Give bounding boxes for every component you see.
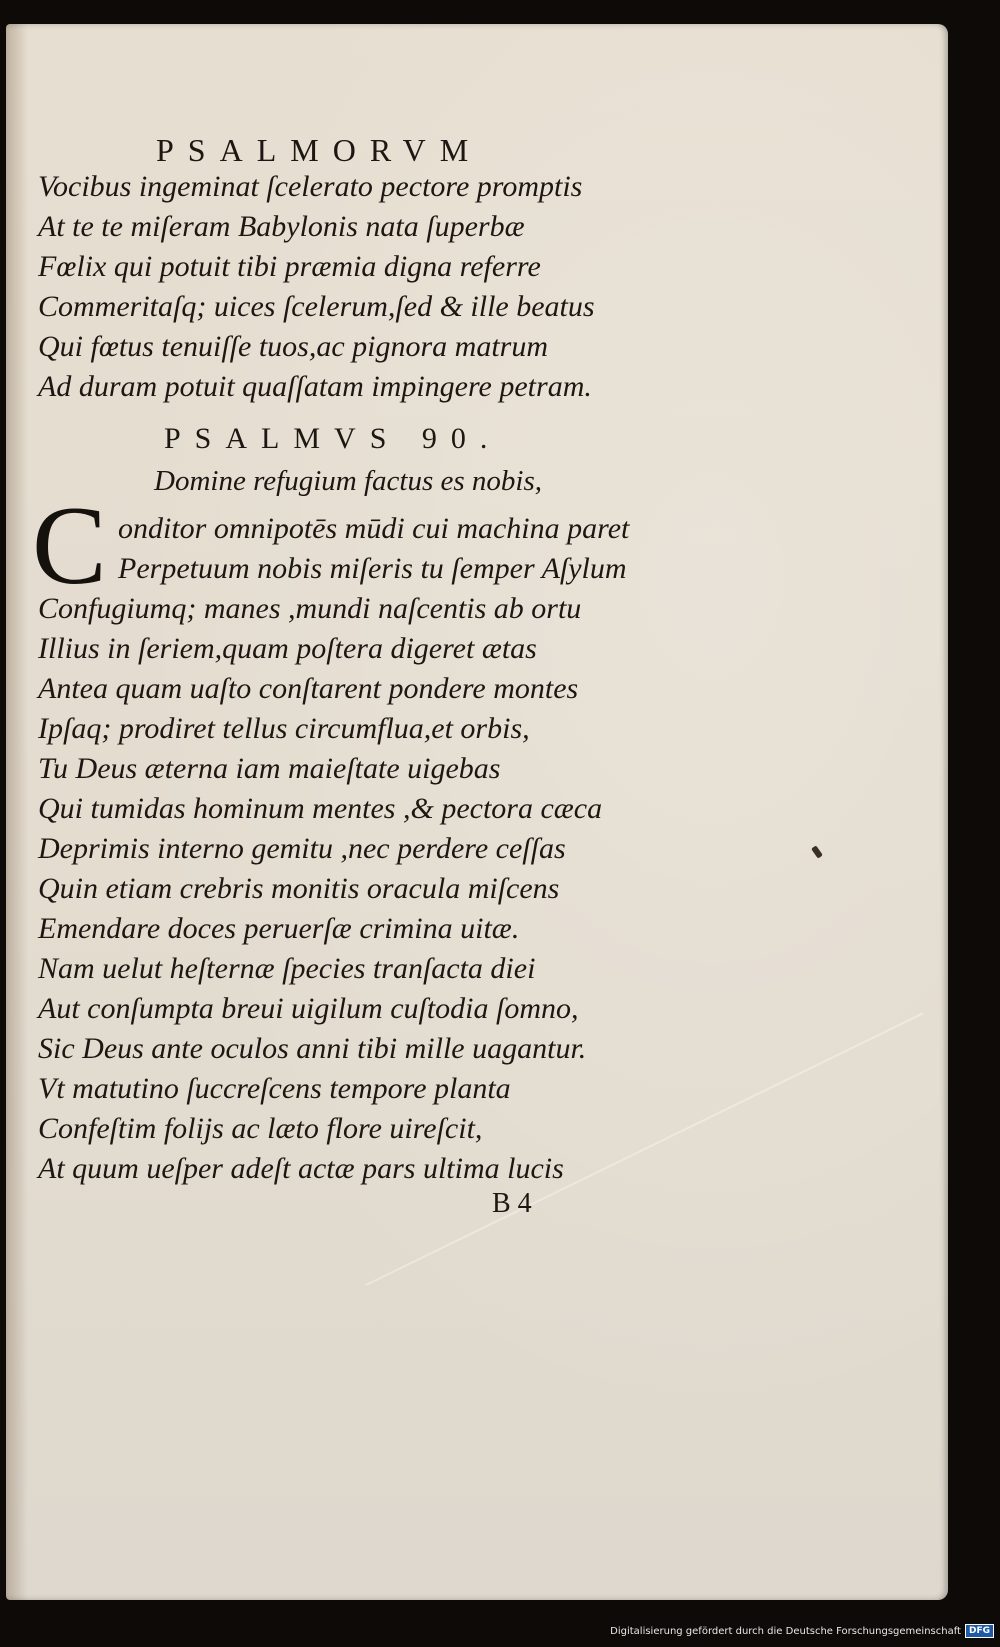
text-line: Ad duram potuit quaſſatam impingere petram. [38,370,592,403]
text-line: At quum ueſper adeſt actæ pars ultima lucis [38,1152,564,1185]
text-line: Nam uelut heſternæ ſpecies tranſacta diei [38,952,536,985]
text-line: Confugiumq; manes ,mundi naſcentis ab ortu [38,592,582,625]
text-line: Vt matutino ſuccreſcens tempore planta [38,1072,511,1105]
text-line: Qui fœtus tenuiſſe tuos,ac pignora matrum [38,330,548,363]
dfg-logo: DFG [965,1624,994,1638]
footer-text: Digitalisierung gefördert durch die Deutsche Forschungsgemeinschaft [610,1625,961,1637]
text-line: Ipſaq; prodiret tellus circumflua,et orbis, [38,712,530,745]
text-line: Vocibus ingeminat ſcelerato pectore promptis [38,170,583,203]
text-line: Perpetuum nobis miſeris tu ſemper Aſylum [118,552,627,585]
text-line: At te te miſeram Babylonis nata ſuperbæ [38,210,525,243]
psalm-incipit: Domine refugium factus es nobis, [154,465,542,497]
book-page [6,24,948,1600]
text-line: Tu Deus æterna iam maieſtate uigebas [38,752,501,785]
running-head: PSALMORVM [156,132,483,168]
signature-mark: B 4 [492,1188,532,1219]
text-line: Illius in ſeriem,quam poſtera digeret ætas [38,632,537,665]
text-line: Qui tumidas hominum mentes ,& pectora cæca [38,792,603,825]
text-line: Confeſtim folijs ac læto flore uireſcit, [38,1112,483,1145]
text-line: Aut conſumpta breui uigilum cuſtodia ſomno, [38,992,579,1025]
text-line: onditor omnipotēs mūdi cui machina paret [118,512,630,545]
text-line: Commeritaſq; uices ſcelerum,ſed & ille beatus [38,290,595,323]
text-line: Quin etiam crebris monitis oracula miſcens [38,872,560,905]
text-line: Deprimis interno gemitu ,nec perdere ceſſas [38,832,566,865]
footer-credit [610,1621,994,1641]
psalm-title: PSALMVS 90. [164,422,502,455]
text-line: Antea quam uaſto conſtarent pondere montes [38,672,579,705]
text-line: Emendare doces peruerſæ crimina uitæ. [38,912,520,945]
text-line: Fœlix qui potuit tibi præmia digna referre [38,250,541,283]
ink-speck [811,845,823,858]
drop-cap: C [32,484,107,608]
text-line: Sic Deus ante oculos anni tibi mille uagantur. [38,1032,587,1065]
